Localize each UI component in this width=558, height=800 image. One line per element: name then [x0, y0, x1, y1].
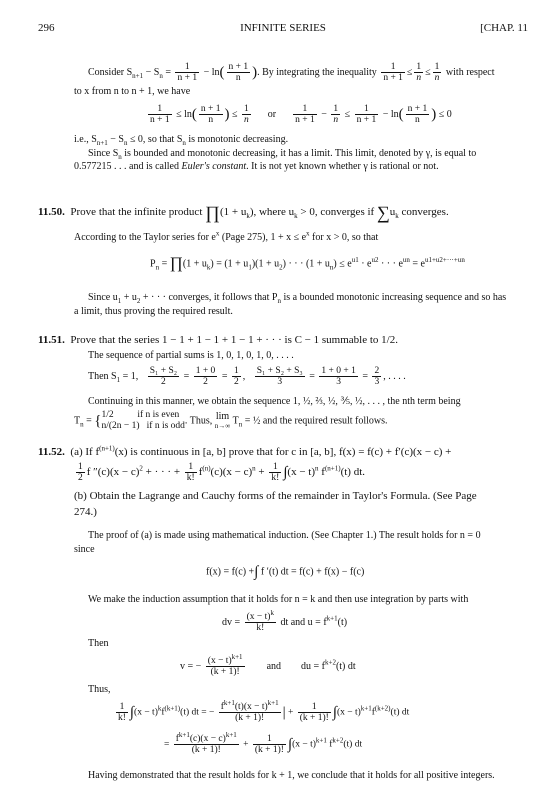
- text-run: f ′(t) dt = f(c) + f(x) − f(c): [258, 566, 365, 578]
- subscript: n: [118, 153, 122, 161]
- text-run: f: [161, 707, 165, 718]
- text-run: (1 + u: [182, 258, 207, 270]
- problem-number: 11.51.: [38, 334, 65, 346]
- subscript: 2: [136, 297, 141, 305]
- numerator: 1: [333, 104, 339, 114]
- text-run: and: [266, 660, 282, 672]
- numerator: 1: [381, 62, 405, 73]
- text-run: + · · · converges, it follows that P: [140, 292, 278, 303]
- text-run: v = −: [180, 660, 202, 672]
- text-run: +: [288, 707, 294, 718]
- denominator: n + 1: [177, 73, 198, 83]
- euler-line-4: [88, 148, 476, 160]
- text-run: (x − t): [287, 466, 316, 479]
- fraction: [331, 104, 340, 125]
- euler-line-3: [74, 134, 288, 146]
- subscript: n: [238, 420, 243, 429]
- superscript: u1+u2+···+un: [424, 255, 465, 264]
- fraction: [194, 366, 218, 387]
- text-run: (x) is continuous in [a, b] prove that for c in [a, b], f(x) = f(c) + f′(c)(x − c) +: [114, 446, 452, 458]
- superscript: k+1: [178, 730, 190, 739]
- problem-11-52-thus: Thus,: [88, 684, 111, 695]
- text-run: · · · e: [378, 258, 403, 270]
- denominator: (k + 1)!: [210, 667, 240, 677]
- numerator: 1: [253, 734, 286, 745]
- fraction: [433, 62, 442, 83]
- denominator: k!: [256, 623, 265, 633]
- text-run: . Thus,: [184, 415, 213, 427]
- text-run: −: [321, 108, 327, 120]
- text-run: (Page 275), 1 + x ≤ e: [219, 232, 307, 243]
- fraction: [175, 62, 199, 83]
- text-run: =: [164, 739, 170, 750]
- numerator: S₁ + S₂ + S₃: [256, 366, 303, 376]
- text-run: ≤ ln: [176, 108, 192, 120]
- running-title: INFINITE SERIES: [240, 22, 326, 34]
- text-run: ), where u: [249, 206, 295, 218]
- text-run: i.e., S: [74, 134, 97, 145]
- fraction: [227, 62, 251, 83]
- text-run: (t) dt: [390, 707, 410, 718]
- text-run: f: [318, 466, 325, 479]
- text-run: . By integrating the inequality: [257, 66, 377, 78]
- denominator: n: [244, 115, 249, 125]
- subscript: 1: [248, 263, 252, 272]
- problem-11-51-line-1: The sequence of partial sums is 1, 0, 1, 0, 1, 0, . . . .: [88, 350, 294, 361]
- problem-11-50-line-3: a limit, thus proving the required result.: [74, 306, 233, 317]
- text-run: ,: [242, 370, 246, 382]
- numerator: 1: [148, 104, 172, 115]
- numerator: [206, 652, 245, 667]
- induction-step-line-2: = $\frac{f^{k+1}(c)(x - c)^{k+1}}{(k + 1)!}$ + $\frac{1}{(k + 1)!}$ $\int(x - t)^{k+1}$ $f^{k+2}(t)$ dt: [164, 730, 363, 755]
- fraction: [406, 104, 430, 125]
- text-run: T: [74, 415, 81, 427]
- numerator: n + 1: [407, 104, 428, 114]
- subscript: n: [277, 297, 281, 305]
- problem-11-52-line-2: since: [74, 544, 95, 555]
- superscript: k+1: [326, 614, 338, 623]
- denominator: 2: [161, 377, 166, 387]
- superscript: k+1: [225, 730, 237, 739]
- text-run: ≤: [344, 108, 351, 120]
- fraction: [148, 104, 172, 125]
- text-run: =: [359, 370, 371, 382]
- fraction: [76, 462, 85, 483]
- text-run: for x > 0, so that: [309, 232, 379, 243]
- piecewise-cases: [101, 410, 184, 432]
- numerator: 1: [355, 104, 379, 115]
- superscript: k+1: [360, 704, 372, 713]
- running-header: [38, 22, 528, 36]
- numerator: n + 1: [200, 104, 221, 114]
- subscript: k: [294, 212, 298, 221]
- text-run: dt and u = f: [277, 616, 327, 628]
- parts-definition: [222, 608, 348, 633]
- numerator: [174, 730, 239, 745]
- numerator: 1: [293, 104, 317, 115]
- text-run: (c)(x − c): [210, 466, 253, 479]
- superscript: k+1: [231, 652, 243, 661]
- text-run: (x − t): [246, 612, 271, 622]
- superscript: (k+2): [374, 704, 391, 713]
- subscript: n: [123, 139, 128, 147]
- denominator: n + 1: [356, 115, 377, 125]
- text-run: =: [162, 66, 174, 78]
- superscript: (n): [202, 464, 211, 473]
- denominator: n: [416, 73, 422, 83]
- text-run: =: [181, 370, 192, 382]
- denominator: 2: [233, 377, 239, 387]
- text-run: ≤: [425, 66, 431, 78]
- case-even: 1/2 if n is even: [101, 410, 180, 420]
- fraction: [372, 366, 381, 387]
- denominator: n: [415, 115, 420, 125]
- numerator: 1: [244, 104, 249, 114]
- denominator: 2: [78, 473, 83, 483]
- text-run: (t) dt.: [340, 466, 366, 479]
- superscript: (k+1): [164, 704, 181, 713]
- text-run: (1 + u: [219, 206, 247, 218]
- problem-11-51-line-2: Continuing in this manner, we obtain the sequence 1, ½, ⅔, ½, ⅗, ½, . . . , the nth term being: [88, 396, 461, 407]
- text-run: =: [83, 415, 95, 427]
- text-run: converges.: [398, 206, 449, 218]
- text-run: f: [175, 734, 179, 744]
- euler-line-2: to x from n to n + 1, we have: [74, 86, 191, 97]
- denominator: (k + 1)!: [235, 713, 265, 723]
- superscript: k+1: [223, 698, 235, 707]
- text-run: = 1,: [120, 370, 139, 382]
- fraction: [116, 702, 128, 723]
- superscript: u1: [351, 255, 359, 264]
- text-run: )(1 + u: [251, 258, 280, 270]
- text-run: (x − t): [134, 707, 158, 718]
- denominator: 3: [336, 377, 341, 387]
- text-run: dv =: [222, 616, 241, 628]
- text-run: , . . . .: [383, 370, 406, 382]
- text-run: · e: [358, 258, 372, 270]
- numerator: 1: [78, 462, 83, 472]
- problem-11-50-line-1: [74, 229, 379, 244]
- problem-11-50-equation: $P_n$ = ∏(1 + $u_k) = (1 + u_1)(1 + u_2)$ · · · $(1 + u_n) \le e^{u1} \cdot e^{u2}$ · · · $e^{un} = e^{u1+u2+\cdot\cdot\cdot+un}$: [150, 255, 465, 272]
- problem-11-52-conclusion: Having demonstrated that the result holds for k + 1, we conclude that it holds for all positive integers.: [88, 770, 495, 781]
- text-run: = e: [409, 258, 425, 270]
- subscript: n+1: [96, 139, 108, 147]
- problem-11-51-tn: $T_n = \{1/2$ if n is even n/(2n − 1) if n is odd. Thus, lim n→∞ $T_n$ = ½ and the required result follows.: [74, 410, 388, 431]
- denominator: (k + 1)!: [191, 745, 221, 755]
- text-run: 0.577215 . . . and is called: [74, 161, 182, 172]
- text-run: ≤: [232, 108, 238, 120]
- text-run: (c)(x − c): [189, 734, 226, 744]
- page-number: 296: [38, 22, 55, 34]
- text-run: . It is not yet known whether γ is rational or not.: [246, 161, 439, 172]
- subscript: k: [206, 263, 211, 272]
- text-run: =: [159, 258, 170, 270]
- text-run: is a bounded monotonic increasing sequence and so has: [280, 292, 507, 303]
- fraction: [148, 366, 179, 387]
- text-run: (t) dt: [335, 660, 356, 672]
- subscript: n: [182, 139, 186, 147]
- text-run: +: [255, 466, 265, 479]
- superscript: (n+1): [324, 464, 341, 473]
- text-run: Since u: [88, 292, 118, 303]
- fraction: [253, 734, 286, 755]
- problem-number: 11.52.: [38, 446, 65, 458]
- fraction: [269, 462, 281, 483]
- denominator: 2: [203, 377, 208, 387]
- text-run: Prove that the series 1 − 1 + 1 − 1 + 1 − 1 + · · · is C − 1 summable to 1/2.: [70, 334, 398, 346]
- fraction: [219, 698, 281, 723]
- numerator: 1: [185, 462, 197, 473]
- text-run: − ln: [201, 66, 220, 78]
- text-run: du = f: [301, 660, 325, 672]
- superscript: un: [402, 255, 410, 264]
- numerator: 1: [298, 702, 331, 713]
- text-run: P: [150, 258, 156, 270]
- numerator: 1 + 0 + 1: [321, 366, 356, 376]
- text-run: with respect: [445, 66, 495, 78]
- denominator: k!: [271, 473, 280, 483]
- induction-step-line-1: $\frac{1}{k!}$ $\int(x - t)^kf^{(k+1)}(t)$ dt = − $\frac{f^{k+1}(t)(x - t)^{k+1}}{(k + 1)!}$ | + $\frac{1}{(k + 1)!}$ $\int(x - t)^{k+1}f^{(k+2)}(t)$ dt: [118, 698, 410, 723]
- numerator: 1: [269, 462, 281, 473]
- denominator: n: [434, 73, 440, 83]
- subscript: 1: [116, 375, 121, 384]
- denominator: 3: [374, 377, 380, 387]
- superscript: k+1: [267, 698, 279, 707]
- parts-result: [180, 652, 356, 677]
- text-run: (x − t): [207, 656, 232, 666]
- text-run: (t) dt = −: [180, 707, 215, 718]
- limit-operator: lim: [215, 410, 230, 422]
- problem-11-50-statement: 11.50. Prove that the infinite product ∏(1 + $u_k$), where $u_k > 0$, converges if $\sum u_k$ converges.: [38, 202, 449, 223]
- text-run: =: [306, 370, 318, 382]
- numerator: [219, 698, 281, 713]
- text-run: =: [219, 370, 230, 382]
- text-run: f ″(c)(x − c): [86, 466, 140, 479]
- denominator: 3: [277, 377, 283, 387]
- numerator: 1: [416, 62, 422, 72]
- denominator: k!: [186, 473, 195, 483]
- text-run: > 0, converges if: [297, 206, 375, 218]
- text-run: f: [220, 702, 224, 712]
- subscript: n: [329, 263, 334, 272]
- subscript: n: [80, 420, 84, 429]
- problem-11-52-statement-b: (b) Obtain the Lagrange and Cauchy forms of the remainder in Taylor's Formula. (See Page: [74, 490, 477, 502]
- denominator: n: [333, 115, 339, 125]
- numerator: 1: [116, 702, 128, 713]
- text-run: ) ≤ e: [333, 258, 352, 270]
- emphasis: Euler's constant: [181, 161, 247, 172]
- text-run: ≤ 0: [438, 108, 452, 120]
- problem-11-52-statement-a-cont: $\frac{1}{2}$ f $''(c)(x - c)^2$ + · · · + $\frac{1}{k!}$ $f^{(n)}(c)(x - c)^n$ + $\frac{1}{k!}$ $\int(x - t)^n$ $f^{(n+1)}(t)$ dt.: [78, 462, 366, 483]
- fraction: [206, 652, 245, 677]
- numerator: 1: [434, 62, 440, 72]
- fraction: [174, 730, 239, 755]
- superscript: k+1: [315, 736, 327, 745]
- fraction: [242, 104, 251, 125]
- fraction: [255, 366, 305, 387]
- superscript: x: [306, 229, 310, 238]
- superscript: k+2: [332, 736, 344, 745]
- text-run: T: [230, 415, 239, 427]
- fraction: [414, 62, 423, 83]
- fraction: [298, 702, 331, 723]
- text-run: Then S: [88, 370, 117, 382]
- text-run: ) = (1 + u: [210, 258, 249, 270]
- superscript: k: [270, 608, 274, 617]
- text-run: f: [326, 739, 333, 750]
- text-run: Prove that the infinite product: [70, 206, 203, 218]
- numerator: S₁ + S₂: [149, 366, 178, 376]
- superscript: n: [315, 464, 319, 473]
- subscript: n+1: [132, 71, 144, 80]
- base-case-equation: f(x) = f(c) +∫ f ′(t) dt = f(c) + f(x) − f(c): [206, 564, 365, 580]
- text-run: Since S: [88, 148, 119, 159]
- text-run: = ½ and the required result follows.: [242, 415, 388, 427]
- denominator: n: [235, 73, 241, 83]
- denominator: n: [208, 115, 214, 125]
- numerator: 1 + 0: [195, 366, 216, 376]
- text-run: ≤ 0, so that S: [127, 134, 183, 145]
- text-run: (t) dt: [343, 739, 363, 750]
- fraction: [185, 462, 197, 483]
- numerator: 1: [175, 62, 199, 73]
- text-run: − S: [143, 66, 160, 78]
- fraction: [293, 104, 317, 125]
- text-run: f: [371, 707, 375, 718]
- subscript: 1: [117, 297, 122, 305]
- text-run: f(x) = f(c) +: [206, 566, 255, 578]
- text-run: is monotonic decreasing.: [185, 134, 289, 145]
- superscript: k: [157, 704, 162, 713]
- problem-11-51-partial-means: [88, 366, 406, 387]
- case-odd: n/(2n − 1) if n is odd: [101, 421, 185, 431]
- text-run: + · · · +: [142, 466, 181, 479]
- text-run: u: [389, 206, 396, 218]
- text-run: (x − t): [292, 739, 316, 750]
- denominator: (k + 1)!: [299, 713, 329, 723]
- fraction: [199, 104, 223, 125]
- text-run: f: [198, 466, 203, 479]
- text-run: (t): [337, 616, 348, 628]
- text-run: or: [267, 108, 277, 120]
- problem-11-52-statement-b-cont: 274.): [74, 506, 97, 518]
- denominator: n + 1: [383, 73, 403, 83]
- fraction: [232, 366, 241, 387]
- text-run: is bounded and monotonic decreasing, it has a limit. This limit, denoted by γ, is equal to: [121, 148, 477, 159]
- text-run: (x − t): [336, 707, 361, 718]
- superscript: k+2: [325, 658, 336, 667]
- numerator: 1: [233, 366, 239, 376]
- euler-inequality: $\frac{1}{n + 1}$ ≤ ln( $\frac{n + 1}{n}$ ) ≤ $\frac{1}{n}$ or $\frac{1}{n + 1}$ − $\frac{1}{n}$ ≤ $\frac{1}{n + 1}$ − ln( $\frac{n + 1}{n}$ ) ≤ 0: [150, 104, 452, 125]
- superscript: x: [215, 229, 220, 238]
- numerator: [245, 608, 276, 623]
- numerator: 2: [374, 366, 380, 376]
- chapter-label: [CHAP. 11: [480, 22, 528, 34]
- text-run: (a) If f: [70, 446, 100, 458]
- superscript: 2: [139, 464, 143, 473]
- text-run: ) · · · (1 + u: [282, 258, 330, 270]
- superscript: n: [252, 464, 256, 473]
- problem-number: 11.50.: [38, 206, 65, 218]
- text-run: Consider S: [88, 66, 133, 78]
- denominator: n + 1: [150, 115, 170, 125]
- subscript: k: [395, 212, 399, 221]
- fraction: [319, 366, 357, 387]
- subscript: 2: [279, 263, 283, 272]
- problem-11-51-statement: [38, 334, 398, 346]
- limit-expression: [215, 412, 231, 431]
- problem-11-52-statement-a: [38, 446, 451, 458]
- superscript: (n+1): [99, 444, 115, 453]
- text-run: + u: [121, 292, 137, 303]
- subscript: n: [159, 71, 163, 80]
- problem-11-52-then: Then: [88, 638, 109, 649]
- euler-line-5: [74, 161, 439, 173]
- text-run: − S: [107, 134, 124, 145]
- limit-subscript: n→∞: [214, 421, 231, 430]
- subscript: k: [246, 212, 250, 221]
- text-run: ≤: [406, 66, 413, 78]
- fraction: [355, 104, 379, 125]
- fraction: [381, 62, 405, 83]
- problem-11-50-line-2: [88, 292, 506, 304]
- numerator: n + 1: [228, 62, 249, 72]
- euler-line-1: Consider $S_{n+1} - S_n$ = $\frac{1}{n + 1}$ − ln( $\frac{n + 1}{n}$ ). By integrating the inequality $\frac{1}{n + 1}$ ≤ $\frac{1}{n}$ ≤ $\frac{1}{n}$ with respect: [88, 62, 495, 83]
- text-run: − ln: [382, 108, 399, 120]
- denominator: (k + 1)!: [254, 745, 284, 755]
- fraction: [245, 608, 276, 633]
- superscript: u2: [371, 255, 379, 264]
- denominator: k!: [118, 713, 126, 723]
- denominator: n + 1: [295, 115, 315, 125]
- subscript: n: [155, 263, 160, 272]
- text-run: +: [243, 739, 249, 750]
- text-run: (t)(x − t): [234, 702, 268, 712]
- text-run: According to the Taylor series for e: [74, 232, 216, 243]
- problem-11-52-line-3: We make the induction assumption that it holds for n = k and then use integration by parts with: [88, 594, 469, 605]
- problem-11-52-line-1: The proof of (a) is made using mathematical induction. (See Chapter 1.) The result holds for n = 0: [88, 530, 481, 541]
